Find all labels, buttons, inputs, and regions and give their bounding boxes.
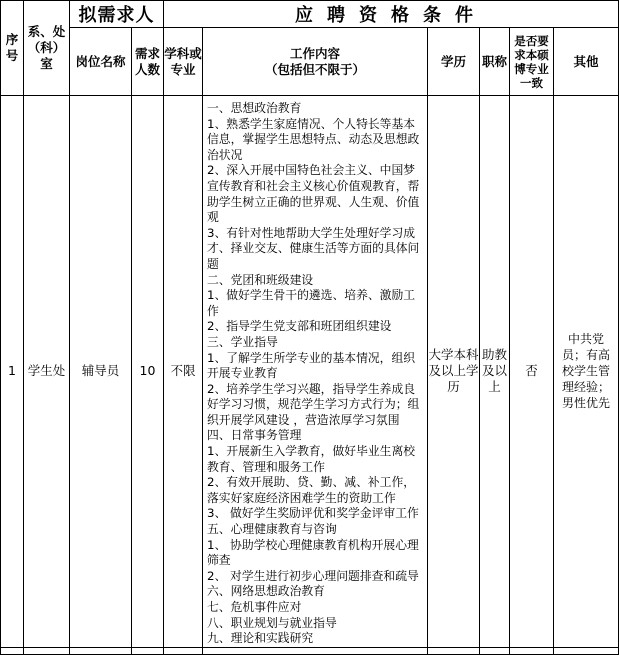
duty-line: 1、做好学生骨干的遴选、培养、激励工作: [207, 288, 416, 318]
duty-line: 1、了解学生所学专业的基本情况，组织开展专业教育: [207, 350, 416, 381]
duty-line: 3、 做好学生奖励评优和奖学金评审工作: [207, 506, 419, 521]
empty-cell: [24, 647, 70, 654]
table-row-next: [1, 647, 619, 654]
header-position: 岗位名称: [70, 28, 132, 96]
header-education: 学历: [428, 28, 480, 96]
header-major-match: 是否要求本硕博专业一致: [510, 28, 554, 96]
row-other: 中共党员；有高校学生管理经验；男性优先: [554, 96, 619, 648]
empty-cell: [554, 647, 619, 654]
duty-line: 二、党团和班级建设: [207, 272, 314, 287]
duty-line: 一、思想政治教育: [207, 101, 302, 115]
row-headcount: 10: [132, 96, 164, 648]
header-duties-line1: 工作内容: [289, 45, 340, 61]
duty-line: 1、 协助学校心理健康教育机构开展心理筛查: [207, 537, 419, 568]
header-title: 职称: [480, 28, 510, 96]
duty-line: 2、培养学生学习兴趣，指导学生养成良好学习习惯，规范学生学习方式行为；组织开展学风建设 ，营造浓厚学习氛围: [207, 381, 420, 427]
row-education: 大学本科及以上学历: [428, 96, 480, 648]
empty-cell: [164, 647, 203, 654]
row-major: 不限: [164, 96, 203, 648]
duty-line: 2、有效开展助、贷、勤、减、补工作，落实好家庭经济困难学生的资助工作: [207, 475, 416, 505]
duty-line: 六、网络思想政治教育: [207, 584, 325, 599]
duty-line: 三、学业指导: [207, 334, 278, 349]
empty-cell: [480, 647, 510, 654]
duty-line: 2、深入开展中国特色社会主义、中国梦宣传教育和社会主义核心价值观教育，帮助学生树立正确的世界观、人生观、价值观: [207, 163, 420, 225]
duty-line: 八、职业规划与就业指导: [207, 615, 337, 630]
empty-cell: [203, 647, 428, 654]
header-group-qualification: 应聘资格条件: [164, 1, 619, 28]
header-duties: [203, 28, 428, 96]
empty-cell: [132, 647, 164, 654]
row-index: 1: [1, 96, 24, 648]
duty-line: 2、 对学生进行初步心理问题排查和疏导: [207, 568, 419, 583]
empty-cell: [1, 647, 24, 654]
empty-cell: [428, 647, 480, 654]
duty-line: 九、理论和实践研究: [207, 631, 314, 646]
header-group-need: 拟需求人: [70, 1, 164, 28]
header-major: 学科或专业: [164, 28, 203, 96]
duty-line: 五、心理健康教育与咨询: [207, 522, 337, 537]
row-position: 辅导员: [70, 96, 132, 648]
duty-line: 1、开展新生入学教育，做好毕业生离校教育、管理和服务工作: [207, 444, 416, 474]
header-headcount: 需求人数: [132, 28, 164, 96]
empty-cell: [510, 647, 554, 654]
table-row: [1, 96, 619, 648]
row-dept: 学生处: [24, 96, 70, 648]
header-dept: 系、处（科）室: [24, 1, 70, 96]
duty-line: 2、指导学生党支部和班团组织建设: [207, 319, 392, 334]
row-major-match: 否: [510, 96, 554, 648]
empty-cell: [70, 647, 132, 654]
duty-line: 七、危机事件应对: [207, 600, 302, 614]
duty-line: 四、日常事务管理: [207, 428, 302, 443]
row-duties: [203, 96, 428, 648]
duty-line: 3、有针对性地帮助大学生处理好学习成才、择业交友、健康生活等方面的具体问题: [207, 225, 420, 271]
header-index: 序号: [1, 1, 24, 96]
header-duties-line2: （包括但不限于）: [264, 61, 365, 77]
duty-line: 1、熟悉学生家庭情况、个人特长等基本信息，掌握学生思想特点、动态及思想政治状况: [207, 116, 420, 162]
header-other: 其他: [554, 28, 619, 96]
row-title: 助教及以上: [480, 96, 510, 648]
